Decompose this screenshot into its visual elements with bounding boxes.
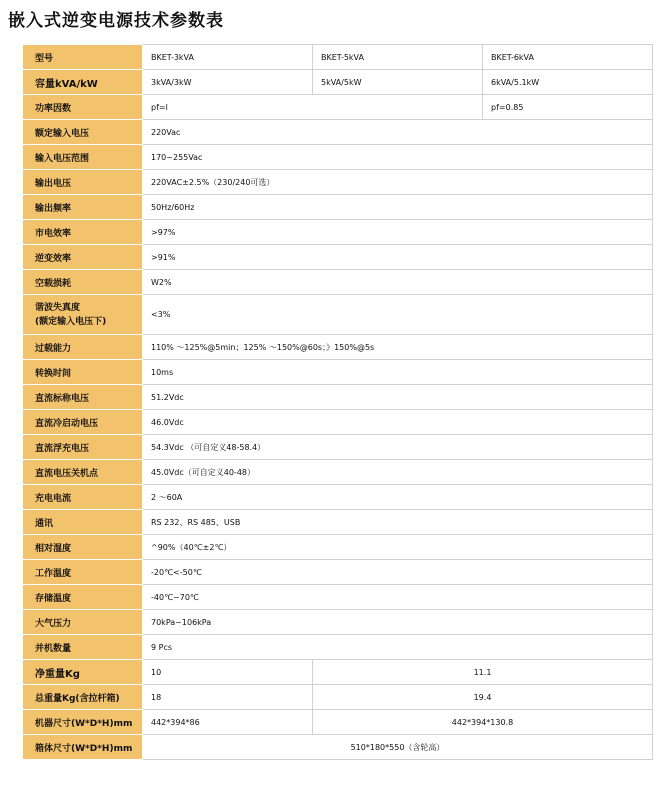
table-row <box>23 510 653 535</box>
table-row <box>23 585 653 610</box>
row-label: 大气压力 <box>23 610 143 635</box>
table-row <box>23 145 653 170</box>
table-cell: 220VAC±2.5%（230/240可选） <box>143 170 653 195</box>
table-cell: 10ms <box>143 360 653 385</box>
table-row <box>23 710 653 735</box>
row-label: 机器尺寸(W*D*H)mm <box>23 710 143 735</box>
row-label <box>23 295 143 335</box>
table-row <box>23 270 653 295</box>
row-label: 相对湿度 <box>23 535 143 560</box>
row-label: 通讯 <box>23 510 143 535</box>
table-row <box>23 385 653 410</box>
table-cell: 170~255Vac <box>143 145 653 170</box>
table-cell: 10 <box>143 660 313 685</box>
row-label: 输出电压 <box>23 170 143 195</box>
table-cell: 5kVA/5kW <box>313 70 483 95</box>
row-label: 直流标称电压 <box>23 385 143 410</box>
table-row <box>23 610 653 635</box>
row-label: 输出频率 <box>23 195 143 220</box>
table-row <box>23 335 653 360</box>
row-label-line: (额定输入电压下) <box>35 316 107 327</box>
table-cell: BKET-3kVA <box>143 45 313 70</box>
table-cell: 18 <box>143 685 313 710</box>
table-row <box>23 120 653 145</box>
row-label: 市电效率 <box>23 220 143 245</box>
row-label: 输入电压范围 <box>23 145 143 170</box>
table-row <box>23 195 653 220</box>
row-label: 直流冷启动电压 <box>23 410 143 435</box>
row-label: 型号 <box>23 45 143 70</box>
table-cell: ^90%（40℃±2℃） <box>143 535 653 560</box>
row-label: 空载损耗 <box>23 270 143 295</box>
table-cell: pf=l <box>143 95 483 120</box>
table-row <box>23 635 653 660</box>
row-label: 容量kVA/kW <box>23 70 143 95</box>
table-cell: 9 Pcs <box>143 635 653 660</box>
table-cell: <3% <box>143 295 653 335</box>
table-row <box>23 435 653 460</box>
table-cell: 70kPa~106kPa <box>143 610 653 635</box>
table-row <box>23 170 653 195</box>
table-row <box>23 95 653 120</box>
table-row <box>23 660 653 685</box>
row-label: 充电电流 <box>23 485 143 510</box>
table-cell: pf=0.85 <box>483 95 653 120</box>
table-row <box>23 735 653 760</box>
table-row <box>23 45 653 70</box>
table-cell: 54.3Vdc （可自定义48-58.4） <box>143 435 653 460</box>
table-row <box>23 535 653 560</box>
row-label: 直流电压关机点 <box>23 460 143 485</box>
table-row <box>23 460 653 485</box>
row-label: 过载能力 <box>23 335 143 360</box>
table-cell: 51.2Vdc <box>143 385 653 410</box>
table-row <box>23 295 653 335</box>
table-cell: 19.4 <box>313 685 653 710</box>
row-label: 转换时间 <box>23 360 143 385</box>
row-label-line: 谐波失真度 <box>35 302 81 313</box>
row-label: 箱体尺寸(W*D*H)mm <box>23 735 143 760</box>
table-cell: 3kVA/3kW <box>143 70 313 95</box>
row-label: 并机数量 <box>23 635 143 660</box>
table-cell: 2 ～60A <box>143 485 653 510</box>
table-cell: >97% <box>143 220 653 245</box>
row-label: 逆变效率 <box>23 245 143 270</box>
table-cell: 110% ～125%@5min；125% ～150%@60s；》150%@5s <box>143 335 653 360</box>
table-row <box>23 685 653 710</box>
table-cell: 510*180*550（含轮高） <box>143 735 653 760</box>
table-cell: 442*394*86 <box>143 710 313 735</box>
table-cell: 45.0Vdc（可自定义40-48） <box>143 460 653 485</box>
table-row <box>23 485 653 510</box>
row-label: 额定输入电压 <box>23 120 143 145</box>
row-label: 直流浮充电压 <box>23 435 143 460</box>
spec-table <box>22 44 653 760</box>
table-row <box>23 560 653 585</box>
table-cell: BKET-6kVA <box>483 45 653 70</box>
table-cell: 220Vac <box>143 120 653 145</box>
table-cell: -20℃<-50℃ <box>143 560 653 585</box>
row-label: 净重量Kg <box>23 660 143 685</box>
table-cell: 50Hz/60Hz <box>143 195 653 220</box>
table-row <box>23 245 653 270</box>
row-label: 总重量Kg(含拉杆箱) <box>23 685 143 710</box>
row-label: 功率因数 <box>23 95 143 120</box>
table-cell: 11.1 <box>313 660 653 685</box>
table-row <box>23 360 653 385</box>
table-row <box>23 70 653 95</box>
table-cell: BKET-5kVA <box>313 45 483 70</box>
row-label: 存储温度 <box>23 585 143 610</box>
table-cell: -40℃~70℃ <box>143 585 653 610</box>
table-row <box>23 410 653 435</box>
table-cell: 442*394*130.8 <box>313 710 653 735</box>
table-cell: RS 232、RS 485、USB <box>143 510 653 535</box>
page-title: 嵌入式逆变电源技术参数表 <box>8 11 224 31</box>
row-label: 工作温度 <box>23 560 143 585</box>
table-cell: 6kVA/5.1kW <box>483 70 653 95</box>
table-cell: 46.0Vdc <box>143 410 653 435</box>
table-cell: >91% <box>143 245 653 270</box>
table-row <box>23 220 653 245</box>
table-cell: W2% <box>143 270 653 295</box>
